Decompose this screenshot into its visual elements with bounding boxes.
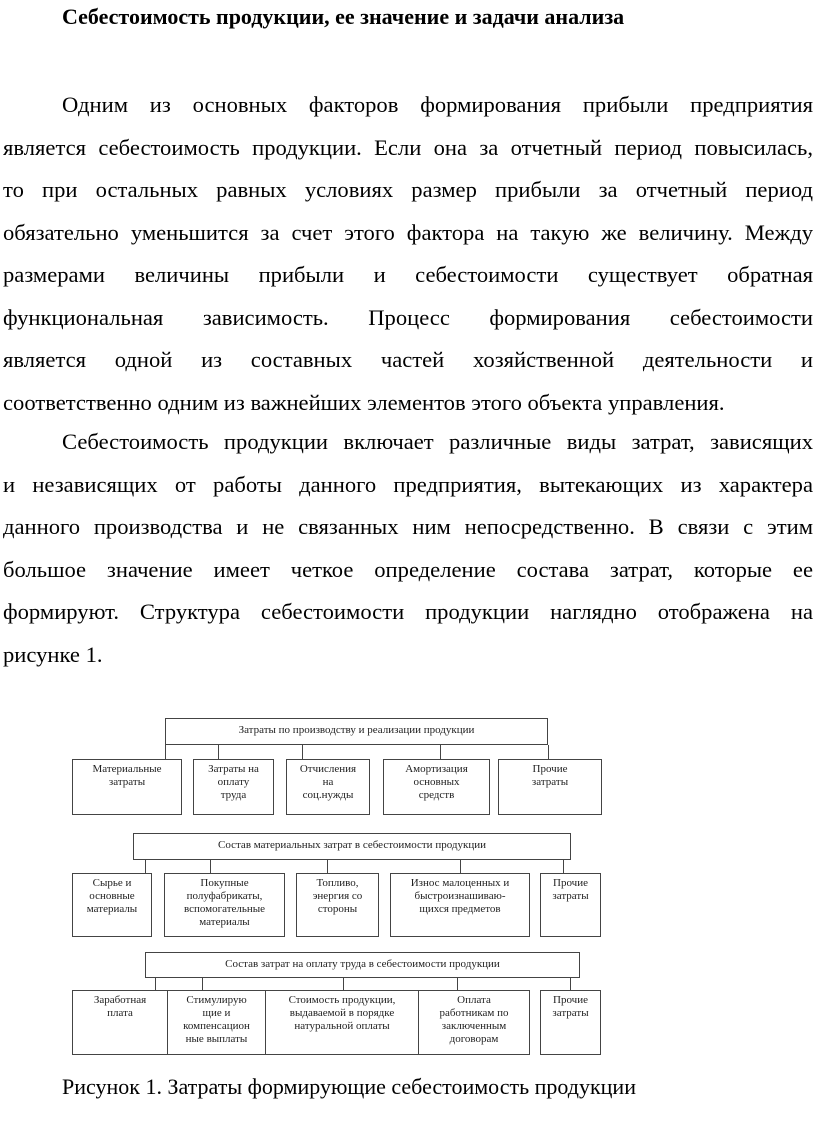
diagram-item-box: Износ малоценных и быстроизнашиваю- щихся предметов bbox=[390, 873, 530, 937]
figure-caption: Рисунок 1. Затраты формирующие себестоимость продукции bbox=[62, 1074, 636, 1099]
diagram-item-box: Прочие затраты bbox=[498, 759, 602, 815]
diagram-item-box: Прочие затраты bbox=[540, 873, 601, 937]
connector-line bbox=[165, 745, 166, 759]
paragraph-line: является себестоимость продукции. Если она за отчетный период повысилась, bbox=[3, 134, 813, 160]
document-title: Себестоимость продукции, ее значение и задачи анализа bbox=[62, 4, 625, 29]
paragraph-line: функциональная зависимость. Процесс формирования себестоимости bbox=[3, 304, 813, 330]
connector-line bbox=[202, 978, 203, 990]
paragraph-line: соответственно одним из важнейших элементов этого объекта управления. bbox=[3, 389, 725, 415]
diagram-item-box: Оплата работникам по заключенным договорам bbox=[418, 990, 530, 1055]
paragraph-line: размерами величины прибыли и себестоимости существует обратная bbox=[3, 262, 813, 287]
diagram-item-box: Топливо, энергия со стороны bbox=[296, 873, 379, 937]
diagram-item-box: Сырье и основные материалы bbox=[72, 873, 152, 937]
diagram-item-box: Отчисления на соц.нужды bbox=[286, 759, 370, 815]
diagram-item-box: Стимулирую щие и компенсацион ные выплаты bbox=[167, 990, 266, 1055]
paragraph-line: большое значение имеет четкое определение состава затрат, которые ее bbox=[3, 556, 813, 582]
connector-line bbox=[218, 745, 219, 759]
paragraph-line: рисунке 1. bbox=[3, 641, 103, 667]
connector-line bbox=[327, 860, 328, 873]
connector-line bbox=[343, 978, 344, 990]
diagram-item-box: Прочие затраты bbox=[540, 990, 601, 1055]
connector-line bbox=[457, 978, 458, 990]
connector-line bbox=[563, 860, 564, 873]
paragraph-line: Одним из основных факторов формирования прибыли предприятия bbox=[62, 92, 813, 117]
diagram-item-box: Амортизация основных средств bbox=[383, 759, 490, 815]
paragraph-line: Себестоимость продукции включает различные виды затрат, зависящих bbox=[62, 429, 813, 454]
diagram-item-box: Заработная плата bbox=[72, 990, 168, 1055]
connector-line bbox=[210, 860, 211, 873]
paragraph-line: данного производства и не связанных ним непосредственно. В связи с этим bbox=[3, 514, 813, 539]
connector-line bbox=[460, 860, 461, 873]
diagram-item-box: Стоимость продукции, выдаваемой в порядке натуральной оплаты bbox=[265, 990, 419, 1055]
paragraph-line: обязательно уменьшится за счет этого фактора на такую же величину. Между bbox=[3, 219, 813, 245]
paragraph-line: является одной из составных частей хозяйственной деятельности и bbox=[3, 347, 813, 372]
connector-line bbox=[570, 978, 571, 990]
connector-line bbox=[155, 978, 156, 990]
paragraph-line: и независящих от работы данного предприятия, вытекающих из характера bbox=[3, 471, 813, 497]
diagram-header-box: Состав затрат на оплату труда в себестоимости продукции bbox=[145, 952, 580, 978]
connector-line bbox=[548, 745, 549, 759]
paragraph-line: формируют. Структура себестоимости продукции наглядно отображена на bbox=[3, 599, 813, 624]
diagram-header-box: Затраты по производству и реализации продукции bbox=[165, 718, 548, 745]
diagram-header-box: Состав материальных затрат в себестоимости продукции bbox=[133, 833, 571, 860]
paragraph-line: то при остальных равных условиях размер прибыли за отчетный период bbox=[3, 177, 813, 202]
diagram-item-box: Покупные полуфабрикаты, вспомогательные материалы bbox=[164, 873, 285, 937]
connector-line bbox=[302, 745, 303, 759]
diagram-item-box: Материальные затраты bbox=[72, 759, 182, 815]
diagram-item-box: Затраты на оплату труда bbox=[193, 759, 274, 815]
connector-line bbox=[440, 745, 441, 759]
connector-line bbox=[145, 860, 146, 873]
